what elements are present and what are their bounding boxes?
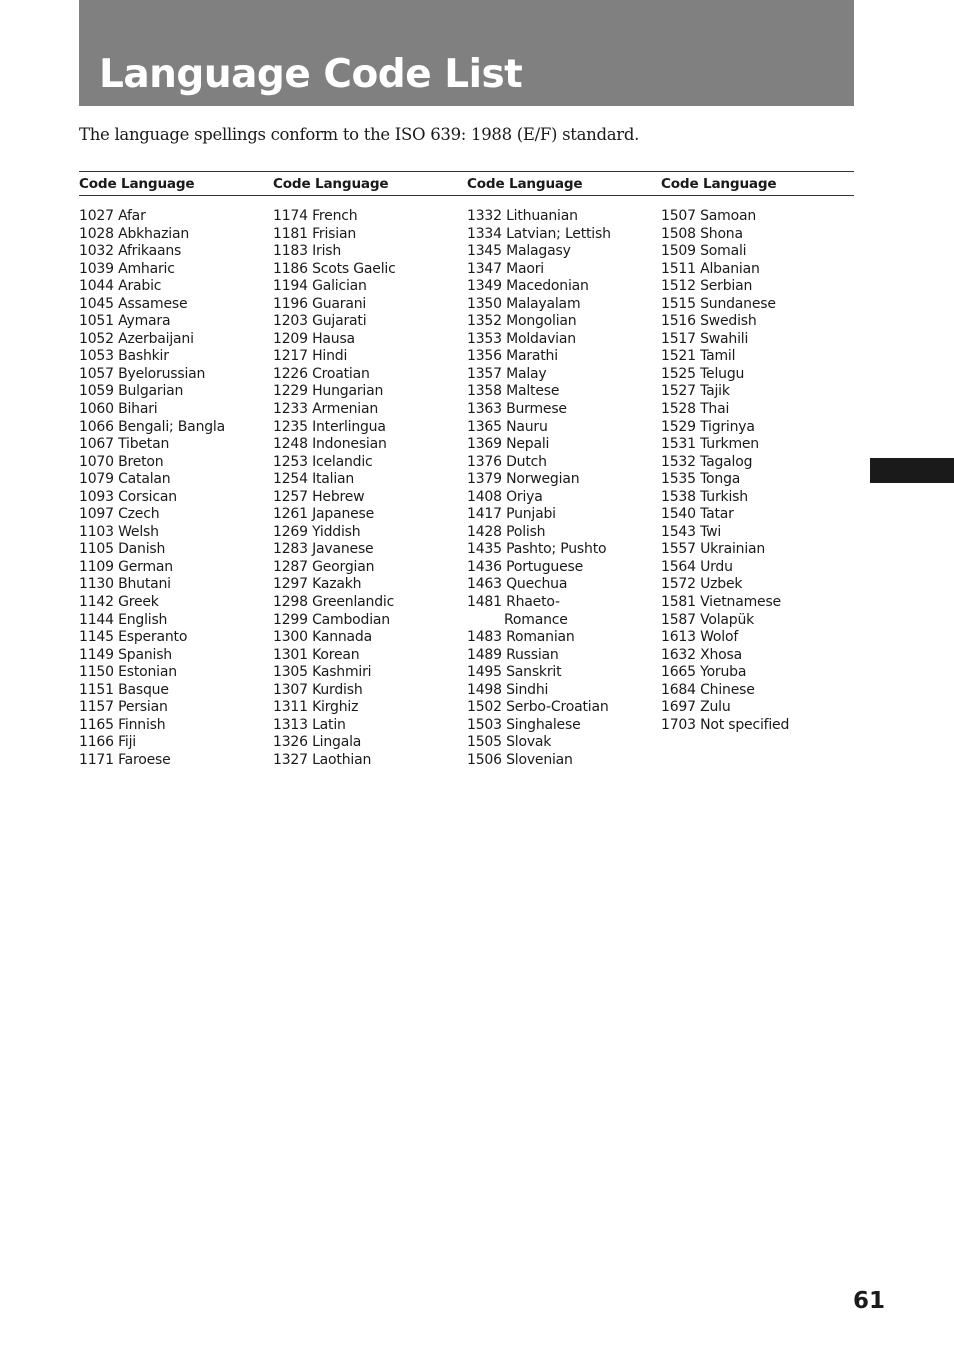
language-entry: 1417 Punjabi xyxy=(467,506,556,523)
language-entry: 1142 Greek xyxy=(79,594,159,611)
language-entry: 1543 Twi xyxy=(661,523,722,540)
language-entry: 1079 Catalan xyxy=(79,471,171,488)
table-top-rule xyxy=(79,171,854,172)
language-entry: 1517 Swahili xyxy=(661,330,749,347)
language-entry: 1353 Moldavian xyxy=(467,330,576,347)
language-entry: 1531 Turkmen xyxy=(661,436,759,453)
language-entry: 1209 Hausa xyxy=(273,330,355,347)
language-entry: 1483 Romanian xyxy=(467,629,575,646)
code-list xyxy=(273,208,463,770)
language-entry: Romance xyxy=(504,611,568,628)
language-entry: 1299 Cambodian xyxy=(273,611,390,628)
language-entry: 1498 Sindhi xyxy=(467,681,549,698)
language-entry: 1697 Zulu xyxy=(661,699,731,716)
language-entry: 1613 Wolof xyxy=(661,629,739,646)
language-entry: 1181 Frisian xyxy=(273,225,356,242)
language-entry: 1436 Portuguese xyxy=(467,558,583,575)
language-entry: 1369 Nepali xyxy=(467,436,550,453)
language-entry: 1506 Slovenian xyxy=(467,751,573,768)
language-entry: 1332 Lithuanian xyxy=(467,208,578,224)
column-header: Code Language xyxy=(79,176,195,192)
language-entry: 1052 Azerbaijani xyxy=(79,330,194,347)
language-entry: 1151 Basque xyxy=(79,681,169,698)
language-entry: 1435 Pashto; Pushto xyxy=(467,541,607,558)
language-entry: 1581 Vietnamese xyxy=(661,594,781,611)
page-number: 61 xyxy=(852,1288,885,1314)
language-entry: 1057 Byelorussian xyxy=(79,365,206,382)
language-entry: 1538 Turkish xyxy=(661,488,748,505)
language-entry: 1183 Irish xyxy=(273,243,342,260)
language-entry: 1067 Tibetan xyxy=(79,436,170,453)
language-entry: 1165 Finnish xyxy=(79,716,166,733)
language-entry: 1684 Chinese xyxy=(661,681,755,698)
language-entry: 1283 Javanese xyxy=(273,541,374,558)
code-list xyxy=(79,208,269,770)
page-title: Language Code List xyxy=(99,52,523,97)
language-entry: 1503 Singhalese xyxy=(467,716,581,733)
language-entry: 1297 Kazakh xyxy=(273,576,362,593)
language-entry: 1300 Kannada xyxy=(273,629,372,646)
language-entry: 1481 Rhaeto- xyxy=(467,594,560,611)
language-entry: 1233 Armenian xyxy=(273,401,379,418)
language-entry: 1358 Maltese xyxy=(467,383,560,400)
language-entry: 1502 Serbo-Croatian xyxy=(467,699,609,716)
language-entry: 1350 Malayalam xyxy=(467,295,581,312)
language-entry: 1345 Malagasy xyxy=(467,243,571,260)
language-entry: 1307 Kurdish xyxy=(273,681,363,698)
language-entry: 1105 Danish xyxy=(79,541,166,558)
language-entry: 1540 Tatar xyxy=(661,506,734,523)
language-entry: 1347 Maori xyxy=(467,260,544,277)
language-entry: 1097 Czech xyxy=(79,506,160,523)
code-column-4 xyxy=(661,176,851,734)
language-entry: 1507 Samoan xyxy=(661,208,757,224)
language-entry: 1632 Xhosa xyxy=(661,646,742,663)
language-entry: 1532 Tagalog xyxy=(661,453,753,470)
language-entry: 1039 Amharic xyxy=(79,260,175,277)
language-entry: 1311 Kirghiz xyxy=(273,699,359,716)
language-entry: 1508 Shona xyxy=(661,225,743,242)
intro-text: The language spellings conform to the ISO 639: 1988 (E/F) standard. xyxy=(79,125,640,144)
language-entry: 1376 Dutch xyxy=(467,453,547,470)
language-entry: 1150 Estonian xyxy=(79,664,177,681)
language-entry: 1516 Swedish xyxy=(661,313,757,330)
language-entry: 1226 Croatian xyxy=(273,365,370,382)
language-entry: 1352 Mongolian xyxy=(467,313,577,330)
language-entry: 1027 Afar xyxy=(79,208,146,224)
language-entry: 1298 Greenlandic xyxy=(273,594,395,611)
language-entry: 1217 Hindi xyxy=(273,348,348,365)
language-entry: 1045 Assamese xyxy=(79,295,188,312)
language-entry: 1356 Marathi xyxy=(467,348,558,365)
language-entry: 1301 Korean xyxy=(273,646,360,663)
language-entry: 1261 Japanese xyxy=(273,506,375,523)
language-entry: 1509 Somali xyxy=(661,243,747,260)
language-entry: 1327 Laothian xyxy=(273,751,372,768)
language-entry: 1505 Slovak xyxy=(467,734,552,751)
language-entry: 1525 Telugu xyxy=(661,365,745,382)
language-entry: 1186 Scots Gaelic xyxy=(273,260,396,277)
language-entry: 1093 Corsican xyxy=(79,488,177,505)
code-column-1 xyxy=(79,176,269,770)
language-entry: 1145 Esperanto xyxy=(79,629,188,646)
language-entry: 1253 Icelandic xyxy=(273,453,373,470)
code-column-3 xyxy=(467,176,657,770)
language-entry: 1053 Bashkir xyxy=(79,348,169,365)
language-entry: 1028 Abkhazian xyxy=(79,225,189,242)
language-entry: 1349 Macedonian xyxy=(467,278,589,295)
language-entry: 1521 Tamil xyxy=(661,348,736,365)
language-entry: 1326 Lingala xyxy=(273,734,362,751)
language-entry: 1515 Sundanese xyxy=(661,295,776,312)
code-list xyxy=(661,208,851,734)
language-entry: 1203 Gujarati xyxy=(273,313,367,330)
language-entry: 1587 Volapük xyxy=(661,611,755,628)
language-entry: 1269 Yiddish xyxy=(273,523,361,540)
language-entry: 1529 Tigrinya xyxy=(661,418,755,435)
language-entry: 1254 Italian xyxy=(273,471,355,488)
language-entry: 1166 Fiji xyxy=(79,734,136,751)
language-entry: 1051 Aymara xyxy=(79,313,171,330)
language-entry: 1535 Tonga xyxy=(661,471,741,488)
code-list xyxy=(467,208,657,770)
language-entry: 1511 Albanian xyxy=(661,260,760,277)
language-entry: 1365 Nauru xyxy=(467,418,548,435)
language-entry: 1495 Sanskrit xyxy=(467,664,562,681)
language-entry: 1363 Burmese xyxy=(467,401,567,418)
language-entry: 1305 Kashmiri xyxy=(273,664,372,681)
language-entry: 1428 Polish xyxy=(467,523,546,540)
language-entry: 1703 Not specified xyxy=(661,716,790,733)
language-entry: 1144 English xyxy=(79,611,168,628)
language-entry: 1235 Interlingua xyxy=(273,418,386,435)
language-entry: 1408 Oriya xyxy=(467,488,543,505)
language-entry: 1379 Norwegian xyxy=(467,471,580,488)
language-entry: 1059 Bulgarian xyxy=(79,383,184,400)
language-entry: 1528 Thai xyxy=(661,401,730,418)
language-entry: 1171 Faroese xyxy=(79,751,171,768)
language-entry: 1044 Arabic xyxy=(79,278,162,295)
language-entry: 1060 Bihari xyxy=(79,401,158,418)
language-entry: 1066 Bengali; Bangla xyxy=(79,418,225,435)
language-entry: 1130 Bhutani xyxy=(79,576,171,593)
language-entry: 1194 Galician xyxy=(273,278,367,295)
language-entry: 1334 Latvian; Lettish xyxy=(467,225,611,242)
language-entry: 1557 Ukrainian xyxy=(661,541,766,558)
language-entry: 1103 Welsh xyxy=(79,523,159,540)
language-entry: 1564 Urdu xyxy=(661,558,733,575)
language-entry: 1196 Guarani xyxy=(273,295,367,312)
title-band xyxy=(79,0,854,106)
section-tab-marker xyxy=(870,458,954,483)
language-entry: 1070 Breton xyxy=(79,453,164,470)
language-entry: 1287 Georgian xyxy=(273,558,375,575)
language-entry: 1032 Afrikaans xyxy=(79,243,182,260)
language-entry: 1109 German xyxy=(79,558,173,575)
column-header: Code Language xyxy=(273,176,389,192)
language-entry: 1572 Uzbek xyxy=(661,576,743,593)
language-entry: 1463 Quechua xyxy=(467,576,568,593)
language-entry: 1527 Tajik xyxy=(661,383,730,400)
column-header: Code Language xyxy=(661,176,777,192)
language-entry: 1174 French xyxy=(273,208,358,224)
language-entry: 1229 Hungarian xyxy=(273,383,384,400)
language-entry: 1665 Yoruba xyxy=(661,664,747,681)
language-entry: 1157 Persian xyxy=(79,699,168,716)
code-column-2 xyxy=(273,176,463,770)
language-entry: 1313 Latin xyxy=(273,716,346,733)
language-entry: 1257 Hebrew xyxy=(273,488,365,505)
language-entry: 1489 Russian xyxy=(467,646,559,663)
language-entry: 1512 Serbian xyxy=(661,278,753,295)
column-header: Code Language xyxy=(467,176,583,192)
language-entry: 1248 Indonesian xyxy=(273,436,387,453)
language-entry: 1149 Spanish xyxy=(79,646,172,663)
language-entry: 1357 Malay xyxy=(467,365,547,382)
